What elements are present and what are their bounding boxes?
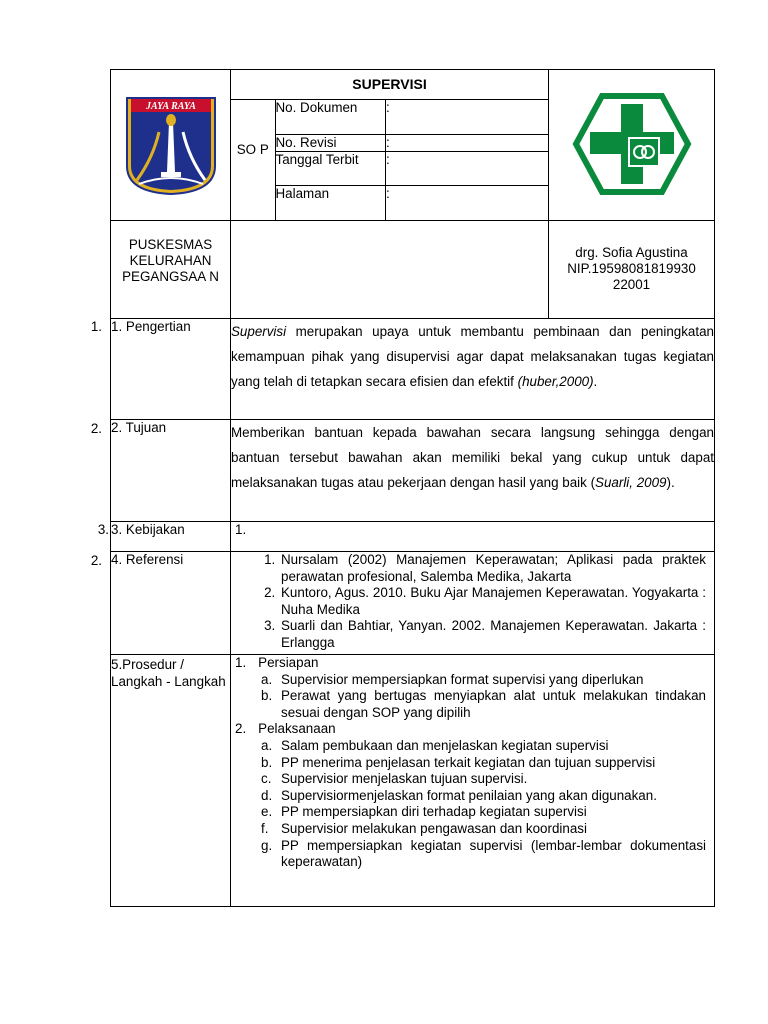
reference-item: 3. Suarli dan Bahtiar, Yanyan. 2002. Manajemen Keperawatan. Jakarta : Erlangga (279, 618, 706, 651)
content-referensi (231, 552, 715, 655)
signer-name: drg. Sofia Agustina (575, 245, 688, 260)
signer-nip: NIP.19598081819930 22001 (567, 261, 696, 292)
sop-header-table (110, 69, 715, 319)
meta-table (231, 100, 548, 220)
procedure-step: f. Supervisior melakukan pengawasan dan koordinasi (261, 820, 587, 836)
row-prosedur (111, 655, 715, 907)
meta-value-tanggal: : (386, 151, 549, 185)
sop-label: SO P (231, 100, 275, 220)
row-number-3: 3. (97, 522, 109, 537)
content-kebijakan: 1. (231, 522, 715, 552)
row-tujuan (111, 420, 715, 522)
left-logo-cell (111, 70, 231, 221)
right-logo-cell (549, 70, 715, 221)
meta-label-halaman: Halaman (276, 185, 386, 220)
procedure-group-pelaksanaan: 2. Pelaksanaan a. Salam pembukaan dan menjelaskan kegiatan supervisi b. PP menerima penjelasan terkait kegiatan dan tujuan suppervisi c. Supervisior menjelaskan tujuan supervisi. d. Supervisiormenjelaskan format penilaian yang akan digunakan. e. PP mempersiapkan diri terhadap kegiatan supervisi f. Supervisior melakukan pengawasan dan koordinasi g. PP mempersiapkan kegiatan supervisi (lembar-lembar dokumentasi keperawatan) (235, 721, 706, 870)
label-referensi: 4. Referensi (111, 552, 231, 655)
row-kebijakan (111, 522, 715, 552)
pengertian-cite: (huber,2000) (517, 374, 594, 389)
meta-rows (276, 100, 549, 220)
meta-label-revisi: No. Revisi (276, 134, 386, 151)
meta-value-halaman: : (386, 185, 390, 201)
procedure-step: a. Salam pembukaan dan menjelaskan kegiatan supervisi (261, 737, 609, 753)
procedure-group-title: Pelaksanaan (258, 721, 336, 737)
procedure-group-title: Persiapan (258, 655, 319, 670)
content-prosedur (231, 655, 715, 907)
procedure-step: c. Supervisior menjelaskan tujuan supervisi. (261, 771, 528, 787)
reference-list (231, 552, 706, 651)
procedure-step: a. Supervisior mempersiapkan format supervisi yang diperlukan (261, 671, 644, 687)
puskesmas-logo (572, 92, 692, 196)
procedure-step: b. Perawat yang bertugas menyiapkan alat untuk melakukan tindakan sesuai dengan SOP yang dipilih (261, 688, 706, 720)
reference-item: 2. Kuntoro, Agus. 2010. Buku Ajar Manajemen Keperawatan. Yogyakarta : Nuha Medika (279, 585, 706, 618)
tujuan-text: Memberikan bantuan kepada bawahan secara langsung sehingga dengan bantuan tersebut bawahan akan memiliki bekal yang cukup untuk dapat melaksanakan tugas atau pekerjaan dengan hasil yang baik ( (231, 425, 714, 490)
meta-label-tanggal: Tanggal Terbit (276, 151, 386, 185)
org-name: PUSKESMAS KELURAHAN PEGANGSAA N (111, 221, 231, 319)
label-kebijakan: 3. Kebijakan (111, 522, 231, 552)
pengertian-term: Supervisi (231, 324, 287, 339)
title-meta-cell (231, 70, 549, 221)
procedure-group-persiapan: 1. Persiapan a. Supervisior mempersiapkan format supervisi yang diperlukan b. Perawat yang bertugas menyiapkan alat untuk melakukan tindakan sesuai dengan SOP yang dipilih (235, 655, 706, 720)
sop-body-table (110, 318, 715, 907)
row-number-1: 1. (90, 319, 102, 334)
content-pengertian: Supervisi merupakan upaya untuk membantu pembinaan dan peningkatan kemampuan pihak yang disupervisi agar dapat melaksanakan tugas kegiatan yang telah di tetapkan secara efisien dan efektif (huber,2000). (231, 319, 715, 420)
procedure-step: b. PP menerima penjelasan terkait kegiatan dan tujuan suppervisi (261, 754, 656, 770)
meta-label-dokumen: No. Dokumen (276, 100, 386, 134)
label-prosedur: 5.Prosedur / Langkah - Langkah (111, 655, 231, 907)
row-referensi (111, 552, 715, 655)
jakarta-shield-logo (123, 92, 219, 196)
sop-title: SUPERVISI (231, 70, 548, 100)
meta-value-dokumen: : (386, 100, 549, 134)
row-pengertian (111, 319, 715, 420)
row-number-4: 2. (90, 553, 102, 568)
label-pengertian: 1. Pengertian (111, 319, 231, 420)
pengertian-text: merupakan upaya untuk membantu pembinaan dan peningkatan kemampuan pihak yang disupervisi agar dapat melaksanakan tugas kegiatan yang telah di tetapkan secara efisien dan efektif (231, 324, 714, 389)
procedure-step: g. PP mempersiapkan kegiatan supervisi (lembar-lembar dokumentasi keperawatan) (261, 837, 706, 870)
procedure-step: e. PP mempersiapkan diri terhadap kegiatan supervisi (261, 804, 587, 820)
procedure-step: d. Supervisiormenjelaskan format penilaian yang akan digunakan. (261, 787, 657, 803)
signer-cell (549, 221, 715, 319)
reference-item: 1. Nursalam (2002) Manajemen Keperawatan; Aplikasi pada praktek perawatan profesional, Salemba Medika, Jakarta (279, 552, 706, 585)
tujuan-cite: Suarli, 2009 (595, 475, 667, 490)
content-tujuan: Memberikan bantuan kepada bawahan secara langsung sehingga dengan bantuan tersebut bawahan akan memiliki bekal yang cukup untuk dapat melaksanakan tugas atau pekerjaan dengan hasil yang baik (Suarli, 2009). (231, 420, 715, 522)
blank-cell (231, 221, 549, 319)
logo-motto-text: JAYA RAYA (145, 100, 196, 112)
label-tujuan: 2. Tujuan (111, 420, 231, 522)
row-number-2: 2. (90, 421, 102, 436)
meta-value-revisi: : (386, 134, 549, 151)
